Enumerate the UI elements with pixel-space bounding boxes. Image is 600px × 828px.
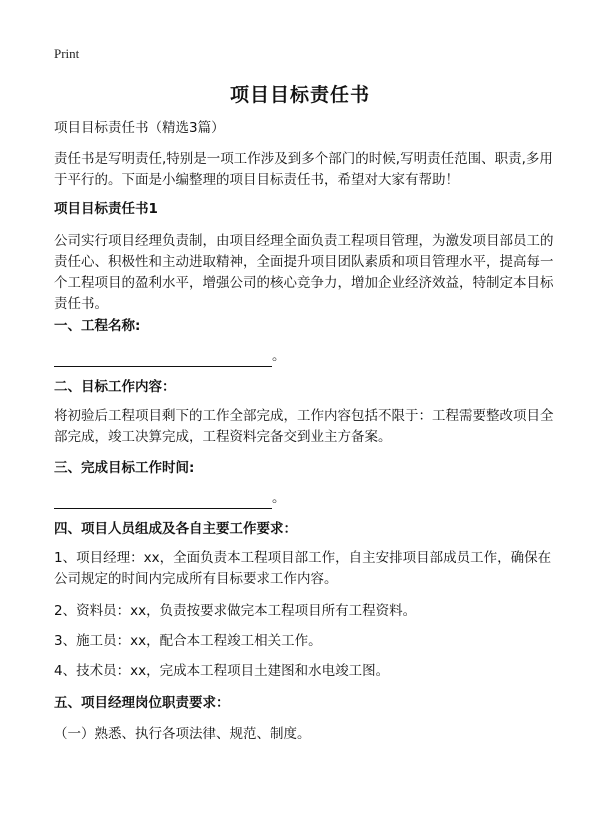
- blank-underline: [54, 494, 272, 509]
- print-link[interactable]: Print: [54, 46, 80, 61]
- heading-project-name: 一、工程名称:: [54, 318, 141, 334]
- heading-target-content: 二、目标工作内容：: [54, 379, 176, 395]
- list-item: 3、施工员：xx，配合本工程竣工相关工作。: [54, 633, 322, 649]
- list-item: （一）熟悉、执行各项法律、规范、制度。: [54, 726, 311, 742]
- paragraph-1: 公司实行项目经理负责制，由项目经理全面负责工程项目管理，为激发项目部员工的责任心、积极性和主动进取精神，全面提升项目团队素质和项目管理水平，提高每一个工程项目的盈利水平，增强公司的核心竞争力，增加企业经济效益，特制定本目标责任书。: [54, 233, 554, 312]
- blank-suffix: 。: [272, 348, 286, 364]
- list-item: 4、技术员：xx，完成本工程项目土建图和水电竣工图。: [54, 663, 390, 679]
- heading-manager-duties: 五、项目经理岗位职责要求：: [54, 695, 230, 711]
- list-item: 2、资料员：xx，负责按要求做完本工程项目所有工程资料。: [54, 603, 417, 619]
- heading-completion-time: 三、完成目标工作时间:: [54, 460, 195, 476]
- blank-underline: [54, 352, 272, 367]
- paragraph-2: 将初验后工程项目剩下的工作全部完成，工作内容包括不限于：工程需要整改项目全部完成，竣工决算完成，工程资料完备交到业主方备案。: [54, 408, 554, 445]
- subtitle: 项目目标责任书（精选3篇）: [54, 120, 225, 136]
- blank-project-name: [54, 346, 554, 367]
- blank-suffix: 。: [272, 490, 286, 506]
- intro-paragraph: 责任书是写明责任,特别是一项工作涉及到多个部门的时候,写明责任范围、职责,多用于平行的。下面是小编整理的项目目标责任书，希望对大家有帮助！: [54, 151, 553, 188]
- list-item: 1、项目经理：xx，全面负责本工程项目部工作，自主安排项目部成员工作，确保在公司规定的时间内完成所有目标要求工作内容。: [54, 550, 552, 587]
- heading-staff: 四、项目人员组成及各自主要工作要求：: [54, 521, 297, 537]
- section-heading: 项目目标责任书1: [54, 201, 158, 217]
- blank-completion-time: [54, 488, 554, 509]
- page-title: 项目目标责任书: [229, 84, 370, 106]
